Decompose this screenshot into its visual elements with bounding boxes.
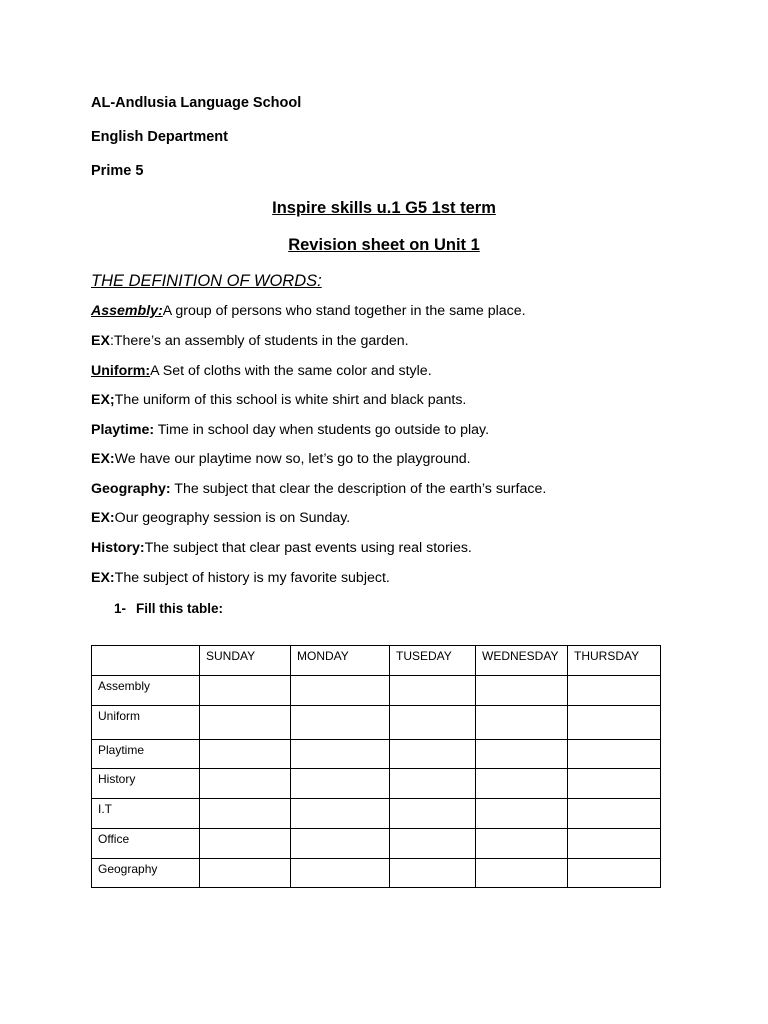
grade-label: Prime 5 [91, 163, 144, 179]
exercise-number: 1- [114, 601, 127, 616]
definition-term: Geography: [91, 481, 171, 497]
table-row [92, 859, 661, 888]
table-cell[interactable] [476, 769, 568, 799]
example-text: Our geography session is on Sunday. [114, 510, 351, 526]
table-cell[interactable] [291, 859, 390, 888]
example-label: EX: [91, 570, 115, 586]
schedule-table [91, 645, 661, 888]
example-text: The uniform of this school is white shirt and black pants. [114, 392, 467, 408]
table-cell[interactable] [200, 859, 291, 888]
example-label: EX: [91, 510, 115, 526]
table-row [92, 676, 661, 706]
table-row [92, 740, 661, 769]
definition-text: Time in school day when students go outside to play. [154, 422, 490, 438]
column-header-wednesday: WEDNESDAY [476, 646, 568, 676]
definition-text: A Set of cloths with the same color and style. [150, 363, 432, 379]
row-header-office: Office [92, 829, 200, 859]
table-row [92, 829, 661, 859]
definition-uniform [91, 363, 432, 379]
definition-assembly [91, 303, 526, 319]
table-cell[interactable] [291, 829, 390, 859]
table-row [92, 769, 661, 799]
example-text: :There’s an assembly of students in the garden. [109, 333, 409, 349]
table-cell[interactable] [291, 799, 390, 829]
exercise-text: Fill this table: [136, 601, 224, 616]
worksheet-subtitle: Revision sheet on Unit 1 [288, 236, 480, 254]
table-cell[interactable] [568, 829, 661, 859]
definition-geography [91, 481, 546, 497]
table-cell[interactable] [200, 799, 291, 829]
definition-term: Playtime: [91, 422, 155, 438]
row-header-uniform: Uniform [92, 706, 200, 740]
example-geography [91, 510, 350, 526]
definition-term: Uniform: [91, 363, 151, 379]
row-header-assembly: Assembly [92, 676, 200, 706]
definition-term: History: [91, 540, 145, 556]
table-cell[interactable] [390, 740, 476, 769]
definition-history [91, 540, 472, 556]
table-cell[interactable] [200, 829, 291, 859]
column-header-monday: MONDAY [291, 646, 390, 676]
table-cell[interactable] [476, 829, 568, 859]
example-playtime [91, 451, 471, 467]
table-row [92, 706, 661, 740]
example-label: EX: [91, 451, 115, 467]
table-cell[interactable] [390, 859, 476, 888]
table-corner-cell [92, 646, 200, 676]
table-header-row [92, 646, 661, 676]
example-text: We have our playtime now so, let’s go to the playground. [114, 451, 471, 467]
table-row [92, 799, 661, 829]
column-header-sunday: SUNDAY [200, 646, 291, 676]
definition-text: The subject that clear past events using real stories. [144, 540, 472, 556]
table-cell[interactable] [390, 706, 476, 740]
row-header-geography: Geography [92, 859, 200, 888]
example-label: EX [91, 333, 110, 349]
example-assembly [91, 333, 409, 349]
table-cell[interactable] [390, 769, 476, 799]
example-text: The subject of history is my favorite subject. [114, 570, 390, 586]
row-header-it: I.T [92, 799, 200, 829]
table-cell[interactable] [291, 740, 390, 769]
worksheet-title: Inspire skills u.1 G5 1st term [272, 199, 496, 217]
school-name: AL-Andlusia Language School [91, 95, 302, 111]
table-cell[interactable] [568, 769, 661, 799]
table-cell[interactable] [291, 769, 390, 799]
table-cell[interactable] [476, 676, 568, 706]
table-cell[interactable] [568, 706, 661, 740]
example-history [91, 570, 390, 586]
column-header-thursday: THURSDAY [568, 646, 661, 676]
example-label: EX; [91, 392, 115, 408]
table-cell[interactable] [390, 829, 476, 859]
row-header-playtime: Playtime [92, 740, 200, 769]
definition-term: Assembly: [91, 303, 163, 319]
example-uniform [91, 392, 466, 408]
table-cell[interactable] [200, 676, 291, 706]
department-name: English Department [91, 129, 228, 145]
definitions-heading: THE DEFINITION OF WORDS: [91, 272, 322, 290]
definition-text: The subject that clear the description of the earth’s surface. [170, 481, 547, 497]
table-cell[interactable] [390, 799, 476, 829]
table-cell[interactable] [476, 859, 568, 888]
exercise-instruction [114, 601, 223, 616]
definition-text: A group of persons who stand together in the same place. [162, 303, 526, 319]
table-cell[interactable] [390, 676, 476, 706]
table-cell[interactable] [476, 706, 568, 740]
table-cell[interactable] [476, 740, 568, 769]
table-cell[interactable] [568, 859, 661, 888]
column-header-tuesday: TUSEDAY [390, 646, 476, 676]
table-cell[interactable] [568, 799, 661, 829]
table-cell[interactable] [568, 740, 661, 769]
table-cell[interactable] [200, 740, 291, 769]
table-cell[interactable] [200, 706, 291, 740]
table-cell[interactable] [291, 676, 390, 706]
table-cell[interactable] [291, 706, 390, 740]
table-cell[interactable] [200, 769, 291, 799]
row-header-history: History [92, 769, 200, 799]
definition-playtime [91, 422, 489, 438]
table-cell[interactable] [568, 676, 661, 706]
table-cell[interactable] [476, 799, 568, 829]
